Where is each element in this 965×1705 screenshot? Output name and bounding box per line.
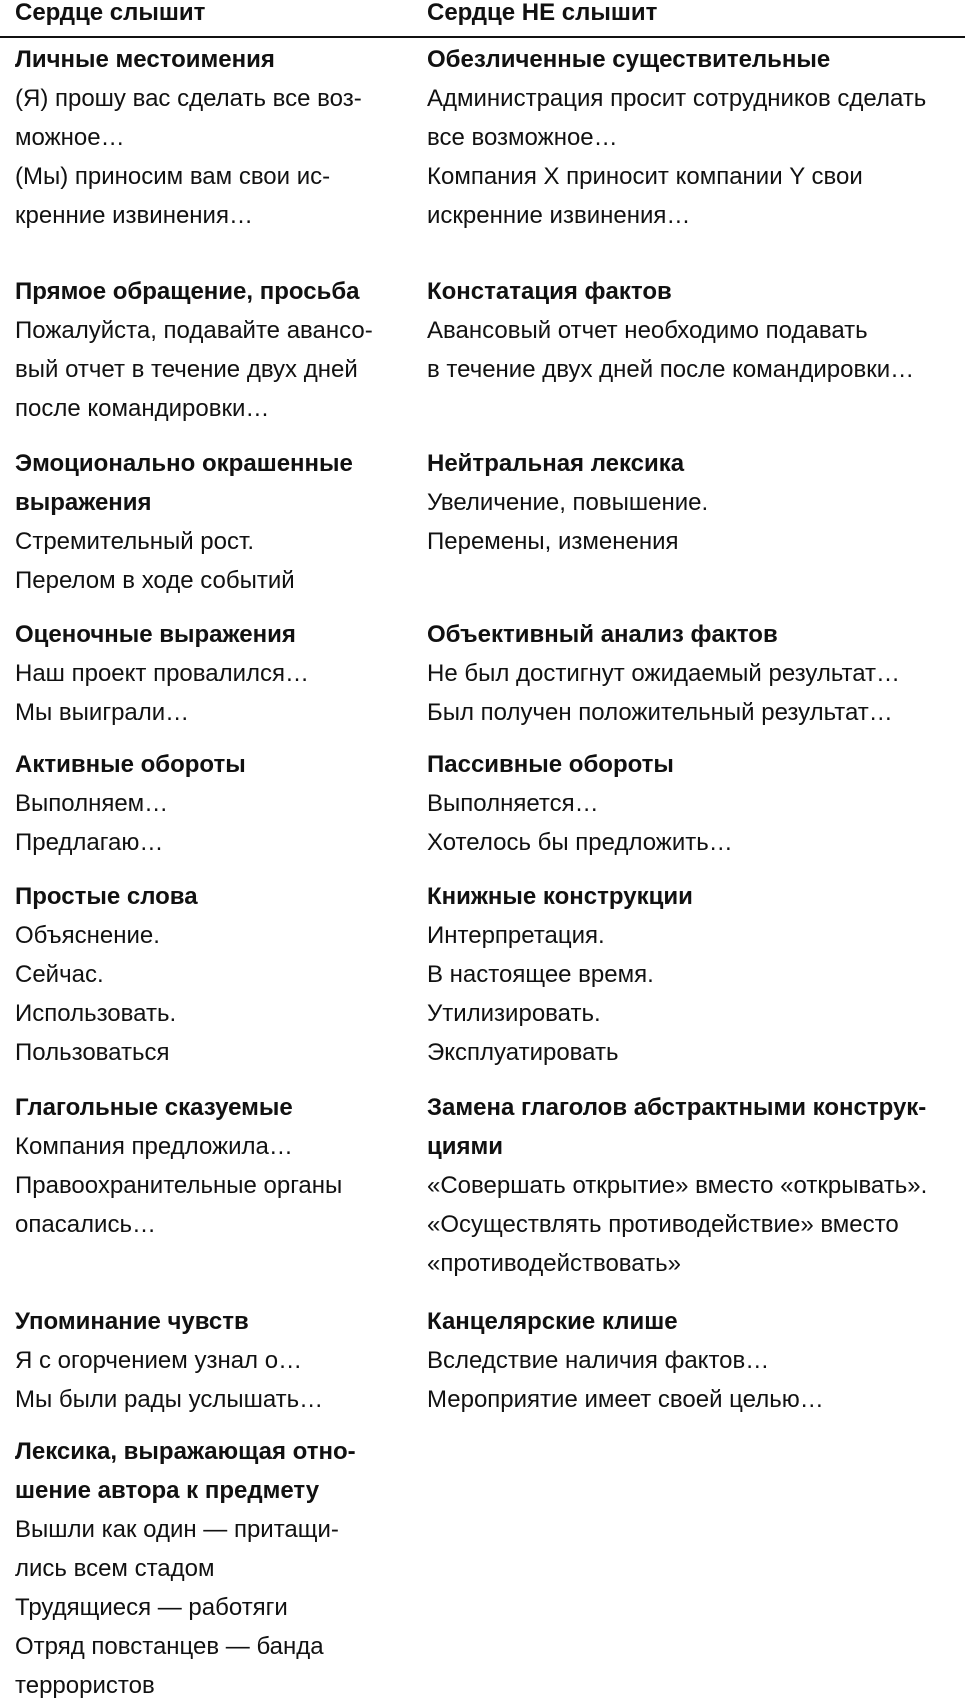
cell-text-line: Предлагаю…: [15, 829, 164, 856]
table-cell-right: [427, 615, 957, 732]
cell-text-line: Перелом в ходе событий: [15, 567, 295, 594]
table-cell-left: [15, 272, 395, 428]
cell-text-line: Сейчас.: [15, 961, 104, 988]
cell-text-line: можное…: [15, 124, 125, 151]
cell-heading-line: Обезличенные существительные: [427, 46, 831, 73]
cell-text-line: Администрация просит сотрудников сделать: [427, 85, 927, 112]
cell-text-line: В настоящее время.: [427, 961, 654, 988]
cell-text-line: (Я) прошу вас сделать все воз-: [15, 85, 362, 112]
cell-text-line: Увеличение, повышение.: [427, 489, 709, 516]
cell-text-line: Мы были рады услышать…: [15, 1386, 324, 1413]
comparison-table: [0, 40, 965, 1700]
table-cell-right: [427, 444, 957, 561]
table-cell-left: [15, 615, 395, 732]
cell-heading-line: Глагольные сказуемые: [15, 1094, 293, 1121]
cell-text-line: кренние извинения…: [15, 202, 253, 229]
cell-text-line: (Мы) приносим вам свои ис-: [15, 163, 331, 190]
cell-heading-line: Объективный анализ фактов: [427, 621, 778, 648]
table-cell-right: [427, 1302, 957, 1419]
cell-heading-line: Активные обороты: [15, 751, 246, 778]
table-header: [0, 0, 965, 38]
cell-heading-line: Оценочные выражения: [15, 621, 296, 648]
cell-text-line: Пожалуйста, подавайте авансо-: [15, 317, 373, 344]
cell-heading-line: Упоминание чувств: [15, 1308, 249, 1335]
cell-text-line: «противодействовать»: [427, 1250, 681, 1277]
table-cell-right: [427, 40, 957, 235]
cell-text-line: Вследствие наличия фактов…: [427, 1347, 770, 1374]
cell-text-line: Мы выиграли…: [15, 699, 190, 726]
cell-heading-line: выражения: [15, 489, 152, 516]
cell-text-line: Выполняем…: [15, 790, 169, 817]
cell-text-line: после командировки…: [15, 395, 270, 422]
cell-text-line: Компания предложила…: [15, 1133, 293, 1160]
table-cell-right: [427, 272, 957, 389]
cell-text-line: все возможное…: [427, 124, 618, 151]
table-cell-right: [427, 745, 957, 862]
cell-heading-line: Пассивные обороты: [427, 751, 674, 778]
table-cell-left: [15, 40, 395, 235]
cell-text-line: Авансовый отчет необходимо подавать: [427, 317, 868, 344]
cell-heading-line: Книжные конструкции: [427, 883, 693, 910]
cell-text-line: лись всем стадом: [15, 1555, 215, 1582]
cell-heading-line: Нейтральная лексика: [427, 450, 685, 477]
cell-text-line: Использовать.: [15, 1000, 177, 1027]
cell-text-line: Правоохранительные органы: [15, 1172, 343, 1199]
cell-heading-line: Простые слова: [15, 883, 198, 910]
table-cell-left: [15, 1302, 395, 1419]
cell-text-line: Утилизировать.: [427, 1000, 601, 1027]
table-cell-left: [15, 1432, 395, 1705]
table-cell-right: [427, 1088, 957, 1283]
cell-text-line: «Совершать открытие» вместо «открывать».: [427, 1172, 928, 1199]
column-header-not-hears: Сердце НЕ слышит: [427, 0, 658, 26]
column-header-hears: Сердце слышит: [15, 0, 206, 26]
cell-heading-line: Прямое обращение, просьба: [15, 278, 360, 305]
cell-text-line: Мероприятие имеет своей целью…: [427, 1386, 824, 1413]
cell-text-line: Наш проект провалился…: [15, 660, 309, 687]
cell-text-line: Отряд повстанцев — банда: [15, 1633, 324, 1660]
cell-heading-line: циями: [427, 1133, 504, 1160]
cell-text-line: Я с огорчением узнал о…: [15, 1347, 303, 1374]
cell-text-line: Трудящиеся — работяги: [15, 1594, 288, 1621]
table-cell-left: [15, 444, 395, 600]
cell-text-line: террористов: [15, 1672, 155, 1699]
cell-text-line: Перемены, изменения: [427, 528, 679, 555]
table-cell-right: [427, 877, 957, 1072]
table-cell-left: [15, 1088, 395, 1244]
cell-heading-line: Канцелярские клише: [427, 1308, 678, 1335]
cell-text-line: Интерпретация.: [427, 922, 605, 949]
cell-text-line: вый отчет в течение двух дней: [15, 356, 358, 383]
cell-text-line: Вышли как один — притащи-: [15, 1516, 339, 1543]
cell-heading-line: Констатация фактов: [427, 278, 672, 305]
cell-text-line: Выполняется…: [427, 790, 599, 817]
cell-text-line: Эксплуатировать: [427, 1039, 619, 1066]
cell-text-line: «Осуществлять противодействие» вместо: [427, 1211, 899, 1238]
cell-text-line: Объяснение.: [15, 922, 160, 949]
cell-text-line: Стремительный рост.: [15, 528, 254, 555]
cell-text-line: Был получен положительный результат…: [427, 699, 893, 726]
cell-heading-line: Замена глаголов абстрактными конструк-: [427, 1094, 927, 1121]
cell-text-line: опасались…: [15, 1211, 156, 1238]
cell-text-line: Хотелось бы предложить…: [427, 829, 733, 856]
table-cell-left: [15, 877, 395, 1072]
table-cell-left: [15, 745, 395, 862]
cell-text-line: искренние извинения…: [427, 202, 691, 229]
cell-heading-line: Личные местоимения: [15, 46, 275, 73]
cell-text-line: Пользоваться: [15, 1039, 170, 1066]
cell-text-line: Не был достигнут ожидаемый результат…: [427, 660, 901, 687]
cell-heading-line: Лексика, выражающая отно-: [15, 1438, 356, 1465]
cell-text-line: Компания X приносит компании Y свои: [427, 163, 863, 190]
cell-heading-line: шение автора к предмету: [15, 1477, 320, 1504]
cell-text-line: в течение двух дней после командировки…: [427, 356, 915, 383]
cell-heading-line: Эмоционально окрашенные: [15, 450, 353, 477]
